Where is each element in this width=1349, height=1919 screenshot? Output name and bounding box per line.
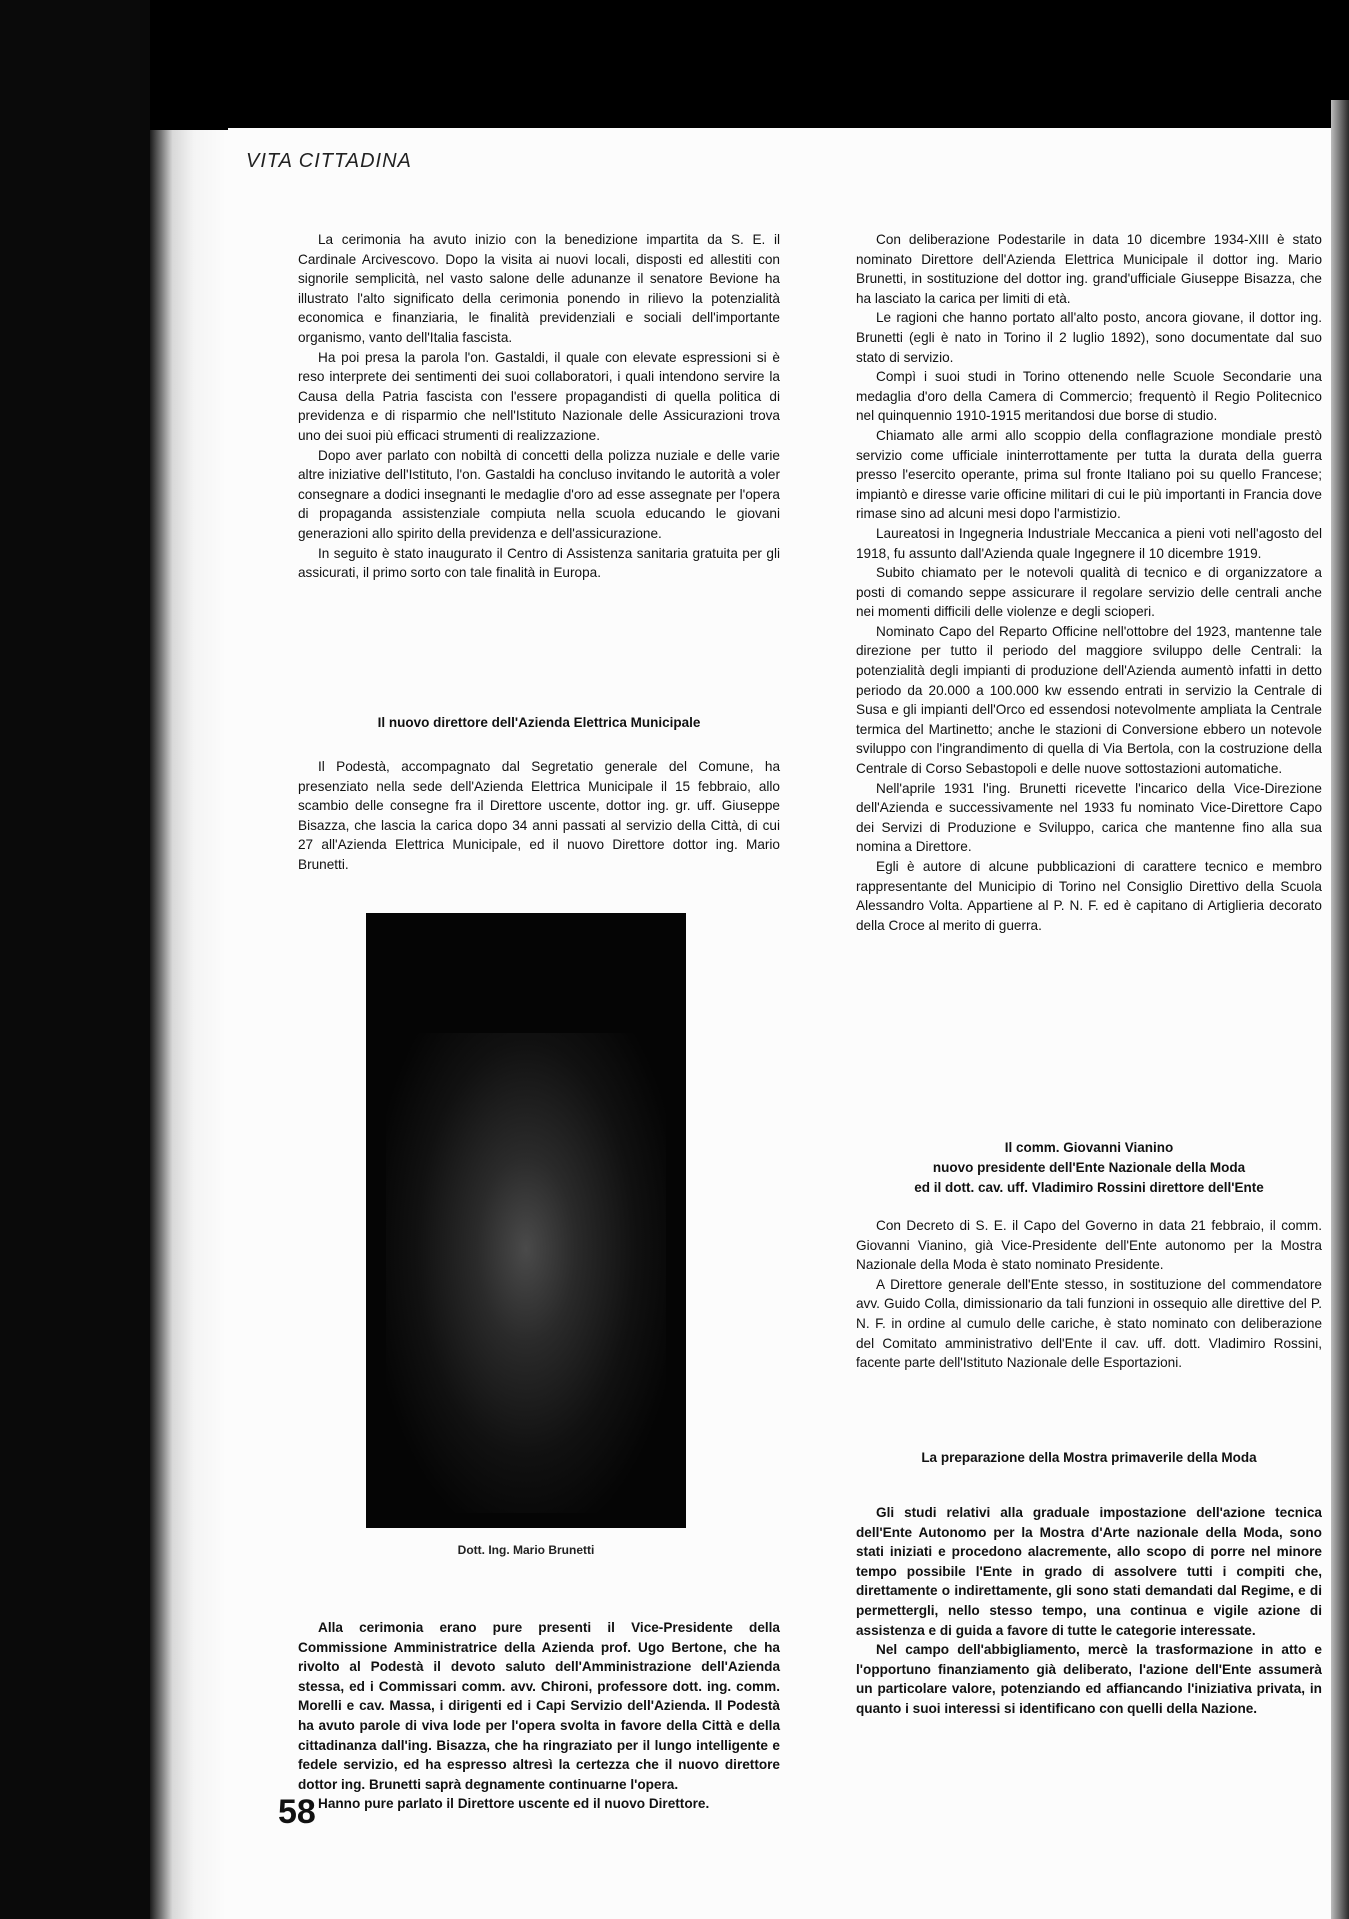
scan-border-top [0, 0, 1349, 130]
paragraph: Le ragioni che hanno portato all'alto posto, ancora giovane, il dottor ing. Brunetti (egli è nato in Torino il 2 luglio 1892), sono documentate dal suo stato di servizio. [856, 310, 1322, 365]
right-column-top [856, 230, 1322, 935]
portrait-photo [366, 913, 686, 1528]
portrait-figure [386, 1033, 666, 1513]
section-heading-line-1: Il comm. Giovanni Vianino [1004, 1140, 1174, 1155]
page-number: 58 [278, 1793, 316, 1831]
paragraph: Dopo aver parlato con nobiltà di concetti della polizza nuziale e delle varie altre iniziative dell'Istituto, l'on. Gastaldi ha concluso invitando le autorità a voler consegnare a dodici insegnanti le medaglie d'oro ad esse assegnate per l'opera di propaganda assistenziale compiuta nella scuola educando le giovani generazioni allo spirito della previdenza e dell'assicurazione. [298, 447, 780, 541]
paragraph: La cerimonia ha avuto inizio con la benedizione impartita da S. E. il Cardinale Arcivescovo. Dopo la visita ai nuovi locali, disposti ed allestiti con signorile semplicità, nel vasto salone delle adunanze il senatore Bevione ha illustrato l'alto significato della cerimonia ponendo in rilievo la potenzialità economica e finanziaria, le finalità previdenziali e sociali dell'importante organismo, vanto dell'Italia fascista. [298, 232, 780, 345]
paragraph: Nominato Capo del Reparto Officine nell'ottobre del 1923, mantenne tale direzione per tutto il periodo del maggiore sviluppo delle Centrali: la potenzialità degli impianti di produzione dell'Azienda aumentò infatti in detto periodo da 20.000 a 100.000 kw essendo entrati in servizio la Centrale di Susa e gli impianti dell'Orco ed essendosi notevolmente ampliata la Centrale termica del Martinetto; anche le stazioni di Conversione ebbero un notevole sviluppo con l'ingrandimento di quella di Via Bertola, con la costruzione della Centrale di Corso Sebastopoli e delle nuove sottostazioni automatiche. [856, 623, 1322, 777]
section-heading-line-2: nuovo presidente dell'Ente Nazionale della Moda [932, 1160, 1246, 1175]
paragraph: Il Podestà, accompagnato dal Segretatio generale del Comune, ha presenziato nella sede dell'Azienda Elettrica Municipale il 15 febbraio, allo scambio delle consegne fra il Direttore uscente, dottor ing. gr. uff. Giuseppe Bisazza, che lascia la carica dopo 34 anni passati al servizio della Città, di cui 27 all'Azienda Elettrica Municipale, ed il nuovo Direttore dottor ing. Mario Brunetti. [298, 759, 780, 872]
page [228, 128, 1331, 1919]
running-head: VITA CITTADINA [246, 150, 412, 172]
paragraph: Hanno pure parlato il Direttore uscente ed il nuovo Direttore. [318, 1796, 710, 1812]
paragraph: Nell'aprile 1931 l'ing. Brunetti ricevette l'incarico della Vice-Direzione dell'Azienda e successivamente nel 1933 fu nominato Vice-Direttore Capo dei Servizi di Produzione e Sviluppo, carica che mantenne fino alla sua nomina a Direttore. [856, 780, 1322, 855]
paragraph: In seguito è stato inaugurato il Centro di Assistenza sanitaria gratuita per gli assicurati, il primo sorto con tale finalità in Europa. [298, 545, 780, 581]
scan-border-left [0, 0, 150, 1919]
paragraph: Subito chiamato per le notevoli qualità di tecnico e di organizzatore a posti di comando seppe assicurare il regolare servizio delle centrali anche nei momenti difficili delle violenze e degli scioperi. [856, 565, 1322, 620]
paragraph: Egli è autore di alcune pubblicazioni di carattere tecnico e membro rappresentante del Municipio di Torino nel Consiglio Direttivo della Scuola Alessandro Volta. Appartiene al P. N. F. ed è capitano di Artiglieria decorato della Croce al merito di guerra. [856, 859, 1322, 933]
paragraph: Ha poi presa la parola l'on. Gastaldi, il quale con elevate espressioni si è reso interprete dei sentimenti dei suoi collaboratori, i quali intendono servire la Causa della Patria fascista con l'essere propagandisti di quella politica di previdenza e di risparmio che nell'Istituto Nazionale delle Assicurazioni trova uno dei suoi più efficaci strumenti di realizzazione. [298, 349, 780, 443]
paragraph: Laureatosi in Ingegneria Industriale Meccanica a pieni voti nell'agosto del 1918, fu assunto dall'Azienda quale Ingegnere il 10 dicembre 1919. [856, 525, 1322, 561]
left-column-bottom [298, 1618, 780, 1814]
left-column-section [298, 713, 780, 875]
section-heading: La preparazione della Mostra primaverile della Moda [921, 1450, 1257, 1465]
right-column-section-2 [856, 1138, 1322, 1373]
paragraph: Chiamato alle armi allo scoppio della conflagrazione mondiale prestò servizio come ufficiale ininterrottamente per tutta la durata della guerra presso l'esercito operante, prima sul fronte Italiano poi su quello Francese; impiantò e diresse varie officine militari di cui le più importanti in Francia dove rimase sino ad alcuni mesi dopo l'armistizio. [856, 427, 1322, 522]
section-heading-line-3: ed il dott. cav. uff. Vladimiro Rossini direttore dell'Ente [914, 1180, 1264, 1195]
paragraph: Gli studi relativi alla graduale impostazione dell'azione tecnica dell'Ente Autonomo per la Mostra d'Arte nazionale della Moda, sono stati iniziati e procedono alacremente, allo scopo di porre nel minore tempo possibile l'Ente in grado di assolvere tutti i compiti che, direttamente o indirettamente, gli sono stati demandati dal Regime, e di permettergli, nello stesso tempo, una continua e vigile azione di assistenza e di guida a favore di tutte le categorie interessate. [856, 1505, 1322, 1638]
paragraph: A Direttore generale dell'Ente stesso, in sostituzione del commendatore avv. Guido Colla, dimissionario da tali funzioni in ossequio alle direttive del P. N. F. in ordine al cumulo delle cariche, è stato nominato con deliberazione del Comitato amministrativo dell'Ente il cav. uff. dott. Vladimiro Rossini, facente parte dell'Istituto Nazionale delle Esportazioni. [856, 1276, 1322, 1371]
right-column-bottom [856, 1503, 1322, 1719]
paragraph: Con Decreto di S. E. il Capo del Governo in data 21 febbraio, il comm. Giovanni Vianino, già Vice-Presidente dell'Ente autonomo per la Mostra Nazionale della Moda è stato nominato Presidente. [856, 1218, 1322, 1273]
paragraph: Con deliberazione Podestarile in data 10 dicembre 1934-XIII è stato nominato Direttore dell'Azienda Elettrica Municipale il dottor ing. Mario Brunetti, in sostituzione del dottor ing. grand'ufficiale Giuseppe Bisazza, che ha lasciato la carica per limiti di età. [856, 232, 1322, 306]
photo-caption: Dott. Ing. Mario Brunetti [457, 1543, 595, 1557]
paragraph: Nel campo dell'abbigliamento, mercè la trasformazione in atto e l'opportuno finanziamento già deliberato, l'azione dell'Ente assumerà un particolare valore, potenziando ed affiancando l'iniziativa privata, in quanto i suoi interessi si identificano con quelli della Nazione. [856, 1642, 1322, 1716]
paragraph: Alla cerimonia erano pure presenti il Vice-Presidente della Commissione Amministratrice della Azienda prof. Ugo Bertone, che ha rivolto al Podestà il devoto saluto dell'Amministrazione dell'Azienda stessa, ed i Commissari comm. avv. Chironi, professore dott. ing. comm. Morelli e cav. Massa, i dirigenti ed i Capi Servizio dell'Azienda. Il Podestà ha avuto parole di viva lode per l'opera svolta in favore della Città e della cittadinanza dall'ing. Bisazza, che ha ringraziato per il lungo intelligente e fedele servizio, ed ha espresso altresì la certezza che il nuovo direttore dottor ing. Brunetti saprà degnamente continuarne l'opera. [298, 1620, 780, 1792]
book-binding [150, 130, 230, 1919]
scan-border-right [1331, 100, 1349, 1919]
paragraph: Compì i suoi studi in Torino ottenendo nelle Scuole Secondarie una medaglia d'oro della Camera di Commercio; frequentò il Regio Politecnico nel quinquennio 1910-1915 meritandosi due borse di studio. [856, 369, 1322, 424]
right-column-section-3 [856, 1448, 1322, 1468]
left-column-top [298, 230, 780, 583]
section-heading: Il nuovo direttore dell'Azienda Elettrica Municipale [377, 715, 701, 730]
